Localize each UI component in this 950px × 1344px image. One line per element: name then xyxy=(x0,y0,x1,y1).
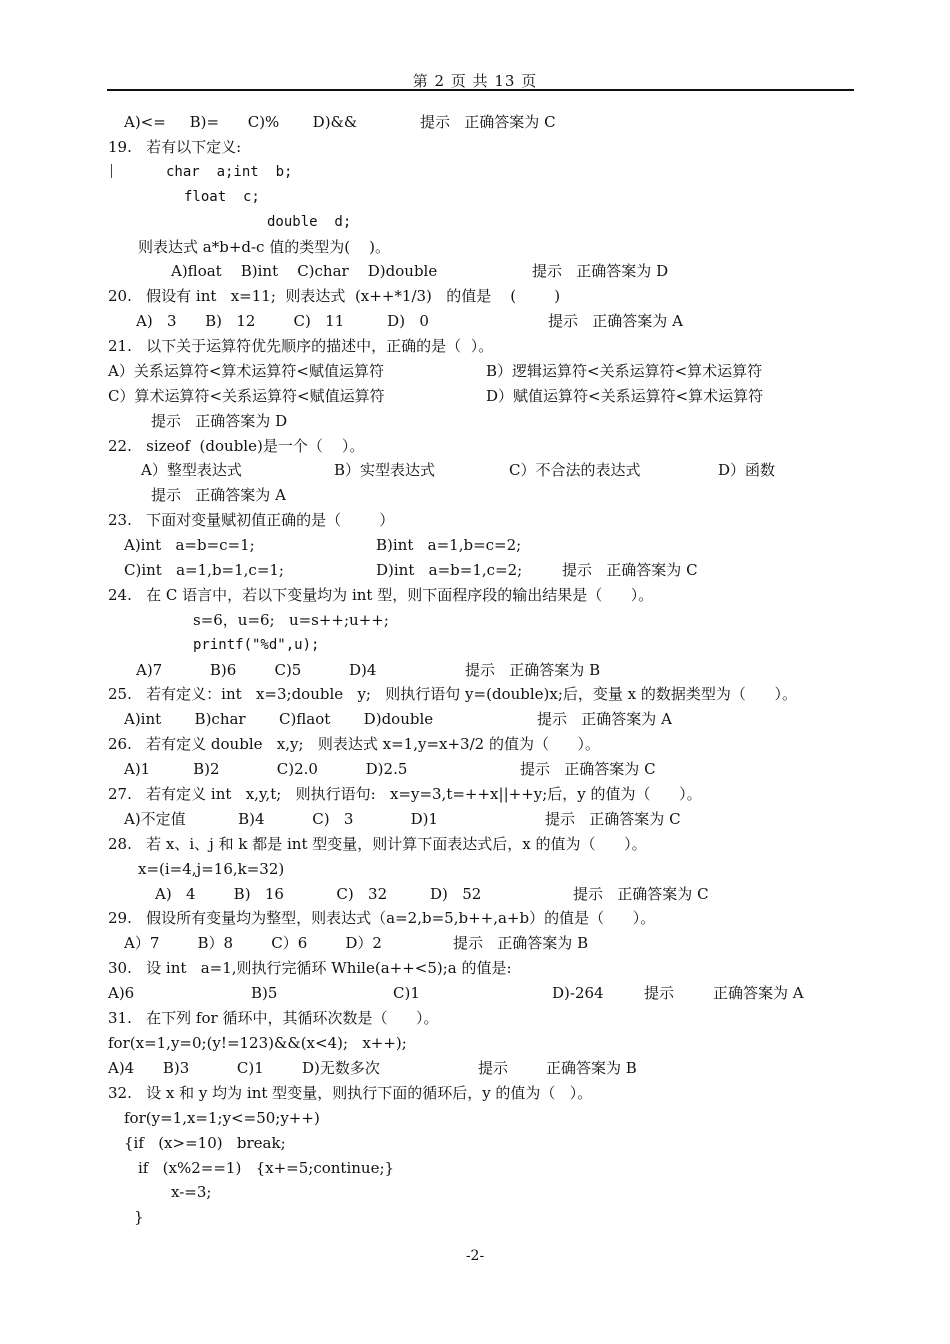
text-line xyxy=(0,584,950,606)
text-segment: 提示 xyxy=(478,1059,509,1077)
text-segment: B）实型表达式 xyxy=(334,461,436,479)
text-segment: float c; xyxy=(184,189,260,205)
page-header: 第 2 页 共 13 页 xyxy=(412,72,538,90)
text-segment: 提示 xyxy=(644,984,675,1002)
text-segment: 则表达式 a*b+d-c 值的类型为( )。 xyxy=(138,238,390,256)
text-line xyxy=(0,783,950,805)
text-line xyxy=(0,534,950,556)
text-segment: A)<= B)= C)% D)&& xyxy=(124,113,358,131)
text-segment: 提示 正确答案为 C xyxy=(520,760,656,778)
text-segment: 31. 在下列 for 循环中，其循环次数是（ ）。 xyxy=(108,1009,439,1027)
text-segment: char a;int b; xyxy=(166,164,293,180)
text-segment: 20. 假设有 int x=11; 则表达式 (x++*1/3) 的值是 ( ) xyxy=(108,287,561,305)
page-footer: -2- xyxy=(465,1248,485,1264)
text-segment: D)int a=b=1,c=2; xyxy=(376,561,523,579)
text-segment: C）不合法的表达式 xyxy=(509,461,641,479)
text-segment: A）整型表达式 xyxy=(141,461,242,479)
text-segment: C)1 xyxy=(393,984,420,1002)
text-segment: 提示 正确答案为 C xyxy=(545,810,681,828)
text-segment: A)1 B)2 C)2.0 D)2.5 xyxy=(124,760,408,778)
text-segment: B)int a=1,b=c=2; xyxy=(376,536,522,554)
text-line xyxy=(0,858,950,880)
text-line xyxy=(0,435,950,457)
text-segment: 25. 若有定义：int x=3;double y; 则执行语句 y=(double)x;后，变量 x 的数据类型为（ ）。 xyxy=(108,685,797,703)
text-line xyxy=(0,459,950,481)
text-segment: 23. 下面对变量赋初值正确的是（ ） xyxy=(108,511,395,529)
text-segment: 提示 正确答案为 C xyxy=(420,113,556,131)
text-line xyxy=(0,509,950,531)
text-segment: 26. 若有定义 double x,y; 则表达式 x=1,y=x+3/2 的值为（ ）。 xyxy=(108,735,601,753)
text-segment: s=6，u=6; u=s++;u++; xyxy=(193,611,389,629)
text-line xyxy=(0,1082,950,1104)
text-segment: 正确答案为 B xyxy=(546,1059,637,1077)
text-line xyxy=(0,236,950,258)
text-segment: A) 4 B) 16 C) 32 D) 52 xyxy=(155,885,482,903)
text-segment: D）赋值运算符<关系运算符<算术运算符 xyxy=(486,387,764,405)
text-segment: 30. 设 int a=1,则执行完循环 While(a++<5);a 的值是: xyxy=(108,959,512,977)
text-line xyxy=(0,285,950,307)
text-segment: D)-264 xyxy=(552,984,604,1002)
text-line xyxy=(0,982,950,1004)
text-segment: C）算术运算符<关系运算符<赋值运算符 xyxy=(108,387,385,405)
text-segment: double d; xyxy=(267,214,352,230)
text-line xyxy=(0,833,950,855)
text-segment: 提示 正确答案为 A xyxy=(548,312,683,330)
text-line xyxy=(0,335,950,357)
text-line xyxy=(0,609,950,631)
text-line xyxy=(0,1181,950,1203)
text-segment: A)不定值 B)4 C) 3 D)1 xyxy=(124,810,439,828)
text-line xyxy=(0,1107,950,1129)
text-segment: x=(i=4,j=16,k=32) xyxy=(138,860,285,878)
text-line xyxy=(0,136,950,158)
text-line xyxy=(0,1007,950,1029)
text-segment: A)7 B)6 C)5 D)4 xyxy=(136,661,377,679)
text-segment: A) 3 B) 12 C) 11 D) 0 xyxy=(136,312,429,330)
text-line xyxy=(0,957,950,979)
text-segment: A)int a=b=c=1; xyxy=(124,536,255,554)
text-line xyxy=(0,410,950,432)
text-segment: printf("%d",u); xyxy=(193,637,320,653)
text-segment: 提示 正确答案为 D xyxy=(532,262,669,280)
text-segment: 提示 正确答案为 B xyxy=(453,934,589,952)
text-line xyxy=(0,310,950,332)
text-line xyxy=(0,559,950,581)
text-segment: A）7 B）8 C）6 D）2 xyxy=(124,934,382,952)
text-segment: x-=3; xyxy=(171,1183,212,1201)
text-segment: 29. 假设所有变量均为整型，则表达式（a=2,b=5,b++,a+b）的值是（ ）。 xyxy=(108,909,656,927)
text-line xyxy=(0,484,950,506)
text-segment: A)int B)char C)flaot D)double xyxy=(124,710,434,728)
text-segment: for(x=1,y=0;(y!=123)&&(x<4); x++); xyxy=(108,1034,407,1052)
text-segment: A)4 B)3 C)1 D)无数多次 xyxy=(108,1059,380,1077)
text-line xyxy=(0,111,950,133)
text-segment: if (x%2==1) {x+=5;continue;} xyxy=(138,1159,395,1177)
text-segment: for(y=1,x=1;y<=50;y++) xyxy=(124,1109,320,1127)
text-segment: D）函数 xyxy=(718,461,776,479)
text-segment: 27. 若有定义 int x,y,t; 则执行语句: x=y=3,t=++x||++y;后，y 的值为（ ）。 xyxy=(108,785,702,803)
text-line xyxy=(0,659,950,681)
text-segment: 22. sizeof (double)是一个（ ）。 xyxy=(108,437,365,455)
text-line xyxy=(0,360,950,382)
text-line xyxy=(0,1032,950,1054)
text-segment: 28. 若 x、i、j 和 k 都是 int 型变量，则计算下面表达式后，x 的值为（ ）。 xyxy=(108,835,647,853)
text-segment: B）逻辑运算符<关系运算符<算术运算符 xyxy=(486,362,763,380)
text-segment: A)float B)int C)char D)double xyxy=(171,262,438,280)
text-segment: 提示 正确答案为 A xyxy=(151,486,286,504)
text-line xyxy=(0,161,950,183)
text-segment: A）关系运算符<算术运算符<赋值运算符 xyxy=(108,362,384,380)
text-segment: 提示 正确答案为 A xyxy=(537,710,672,728)
text-line xyxy=(0,1057,950,1079)
text-segment: 正确答案为 A xyxy=(713,984,804,1002)
text-line xyxy=(0,1206,950,1228)
text-line xyxy=(0,211,950,233)
text-line xyxy=(0,186,950,208)
text-line xyxy=(0,733,950,755)
text-segment: {if (x>=10) break; xyxy=(124,1134,286,1152)
text-segment: } xyxy=(134,1208,144,1226)
text-segment: 32. 设 x 和 y 均为 int 型变量，则执行下面的循环后，y 的值为（ ）。 xyxy=(108,1084,593,1102)
text-line xyxy=(0,1157,950,1179)
text-segment: 19. 若有以下定义: xyxy=(108,138,242,156)
text-segment: 24. 在 C 语言中，若以下变量均为 int 型，则下面程序段的输出结果是（ ）。 xyxy=(108,586,654,604)
text-segment: 提示 正确答案为 D xyxy=(151,412,288,430)
text-line xyxy=(0,907,950,929)
text-segment: A)6 xyxy=(108,984,135,1002)
text-line xyxy=(0,883,950,905)
text-line xyxy=(0,683,950,705)
text-line xyxy=(0,385,950,407)
text-segment: 提示 正确答案为 B xyxy=(465,661,601,679)
text-segment: 提示 正确答案为 C xyxy=(573,885,709,903)
text-line xyxy=(0,758,950,780)
text-line xyxy=(0,260,950,282)
text-line xyxy=(0,708,950,730)
text-line xyxy=(0,1132,950,1154)
text-segment: B)5 xyxy=(251,984,278,1002)
header-rule xyxy=(107,89,854,91)
text-line xyxy=(0,808,950,830)
text-segment: 提示 正确答案为 C xyxy=(562,561,698,579)
text-segment: 21. 以下关于运算符优先顺序的描述中，正确的是（ ）。 xyxy=(108,337,494,355)
text-segment: C)int a=1,b=1,c=1; xyxy=(124,561,284,579)
text-line xyxy=(0,932,950,954)
text-line xyxy=(0,634,950,656)
